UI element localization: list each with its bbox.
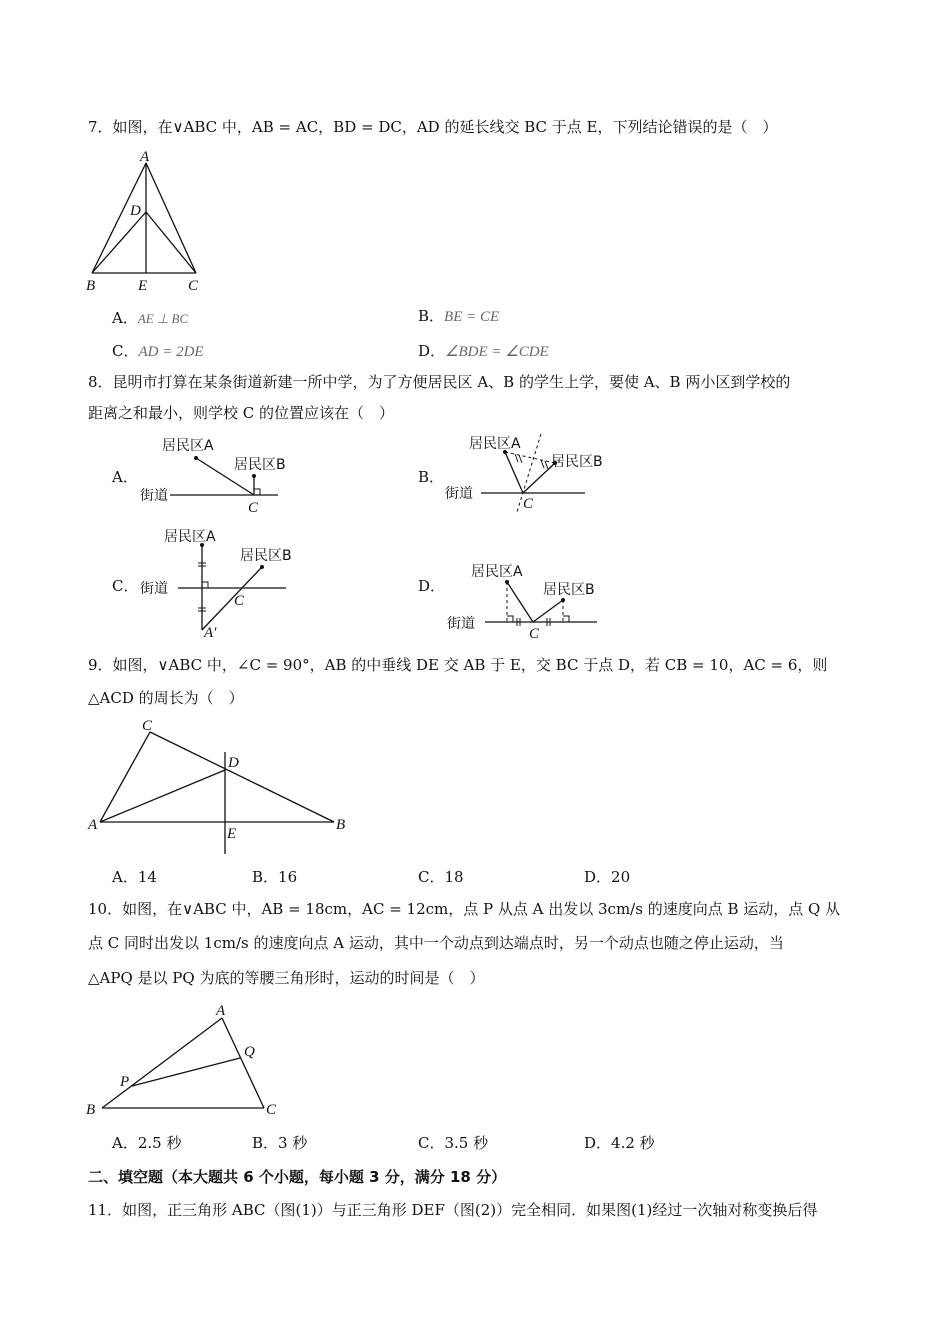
- q9-option-d[interactable]: D．20: [584, 868, 631, 886]
- section-2-title: 二、填空题（本大题共 6 个小题，每小题 3 分，满分 18 分）: [88, 1168, 507, 1186]
- q9-figure: [82, 712, 362, 862]
- q8b-c-label: C: [523, 496, 534, 512]
- q8c-c-label: C: [234, 593, 245, 609]
- q7-label-D: D: [130, 203, 141, 219]
- q7-option-b[interactable]: B．BE = CE: [418, 307, 500, 325]
- q7-option-d[interactable]: D．∠BDE = ∠CDE: [418, 342, 549, 360]
- q8c-street-label: 街道: [140, 581, 168, 597]
- q10-figure: [82, 1000, 292, 1130]
- q10-stem-line1: 10．如图，在∨ABC 中，AB = 18cm，AC = 12cm，点 P 从点 A 出发以 3cm/s 的速度向点 B 运动，点 Q 从: [88, 900, 841, 918]
- q8c-aprime-label: A′: [204, 625, 217, 641]
- q7-option-c[interactable]: C．AD = 2DE: [112, 342, 204, 360]
- q8a-res-b-label: 居民区B: [234, 457, 286, 473]
- q8d-res-a-label: 居民区A: [471, 564, 523, 580]
- q8-figure-c: [140, 525, 300, 645]
- q9-label-B: B: [336, 817, 346, 833]
- q8b-res-a-label: 居民区A: [469, 436, 521, 452]
- q8d-street-label: 街道: [447, 616, 475, 632]
- q8-stem-line1: 8．昆明市打算在某条街道新建一所中学，为了方便居民区 A、B 的学生上学，要使 A、B 两小区到学校的: [88, 373, 791, 391]
- q8b-res-b-label: 居民区B: [551, 454, 603, 470]
- q7-label-A: A: [140, 149, 150, 165]
- q9-option-a[interactable]: A．14: [112, 868, 157, 886]
- q10-stem-line2: 点 C 同时出发以 1cm/s 的速度向点 A 运动，其中一个动点到达端点时，另一个动点也随之停止运动，当: [88, 934, 784, 952]
- q8d-c-label: C: [529, 626, 540, 642]
- q7-label-B: B: [86, 278, 96, 294]
- q10-option-b[interactable]: B．3 秒: [252, 1134, 308, 1152]
- q10-stem-line3: △APQ 是以 PQ 为底的等腰三角形时，运动的时间是（ ）: [88, 969, 485, 987]
- q8a-res-a-label: 居民区A: [162, 438, 214, 454]
- q10-option-c[interactable]: C．3.5 秒: [418, 1134, 489, 1152]
- q7-figure: [80, 148, 220, 298]
- q10-option-d[interactable]: D．4.2 秒: [584, 1134, 655, 1152]
- q7-stem: 7．如图，在∨ABC 中，AB = AC，BD = DC，AD 的延长线交 BC 于点 E，下列结论错误的是（ ）: [88, 118, 778, 136]
- q9-option-b[interactable]: B．16: [252, 868, 298, 886]
- q7-label-E: E: [138, 278, 148, 294]
- q10-label-A: A: [216, 1003, 226, 1019]
- q9-stem-line2: △ACD 的周长为（ ）: [88, 689, 244, 707]
- q9-label-E: E: [227, 826, 237, 842]
- q8-option-d-key[interactable]: D．: [418, 577, 446, 595]
- q9-option-c[interactable]: C．18: [418, 868, 464, 886]
- q8-figure-d: [445, 560, 615, 645]
- q9-label-C: C: [142, 718, 153, 734]
- q9-stem-line1: 9．如图，∨ABC 中，∠C = 90°，AB 的中垂线 DE 交 AB 于 E，交 BC 于点 D，若 CB = 10，AC = 6，则: [88, 656, 828, 674]
- q8b-street-label: 街道: [445, 486, 473, 502]
- q8d-res-b-label: 居民区B: [543, 582, 595, 598]
- q10-label-C: C: [266, 1102, 277, 1118]
- q10-option-a[interactable]: A．2.5 秒: [112, 1134, 182, 1152]
- q10-label-B: B: [86, 1102, 96, 1118]
- q8-stem-line2: 距离之和最小，则学校 C 的位置应该在（ ）: [88, 404, 395, 422]
- q8-figure-b: [445, 430, 603, 520]
- q8-option-b-key[interactable]: B．: [418, 468, 445, 486]
- q10-label-P: P: [120, 1074, 130, 1090]
- q7-option-a[interactable]: A．AE ⊥ BC: [112, 309, 189, 327]
- q9-label-A: A: [88, 817, 98, 833]
- q9-label-D: D: [228, 755, 239, 771]
- q8a-c-label: C: [248, 500, 259, 516]
- q10-label-Q: Q: [244, 1044, 255, 1060]
- q8c-res-b-label: 居民区B: [240, 548, 292, 564]
- q8a-street-label: 街道: [140, 488, 168, 504]
- q7-label-C: C: [188, 278, 199, 294]
- q11-stem: 11．如图，正三角形 ABC（图(1)）与正三角形 DEF（图(2)）完全相同．如果图(1)经过一次轴对称变换后得: [88, 1201, 818, 1219]
- q8-option-c-key[interactable]: C．: [112, 577, 139, 595]
- q8-figure-a: [140, 432, 290, 522]
- q8c-res-a-label: 居民区A: [164, 529, 216, 545]
- q8-option-a-key[interactable]: A．: [112, 468, 138, 486]
